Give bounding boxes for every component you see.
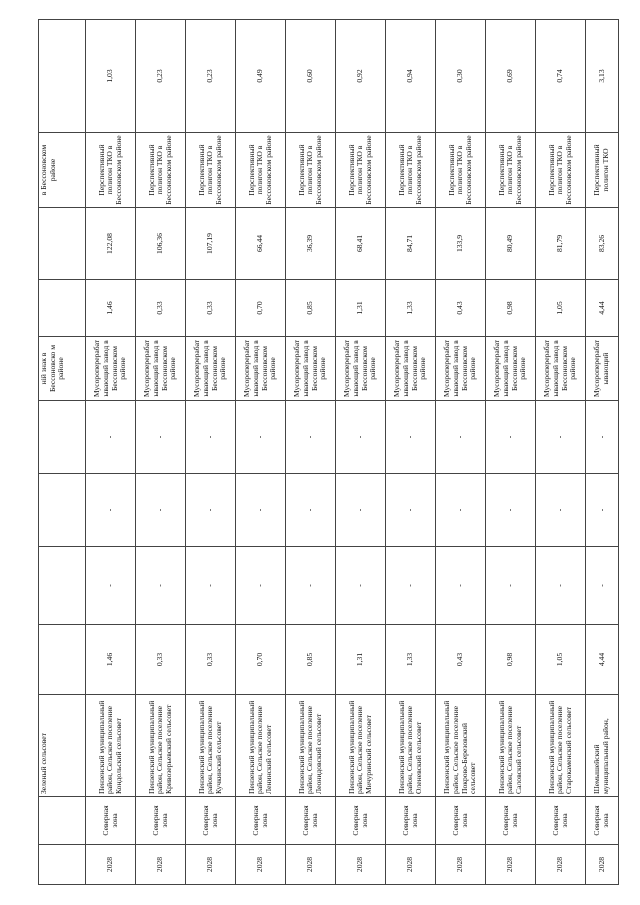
waste-flow-table: [38, 19, 619, 885]
dash-cell: -: [386, 474, 436, 547]
year-cell: 2028: [536, 845, 586, 885]
settlement-cell: Пензенский муниципальный район, Сельское поселение Мичуринский сельсовет: [336, 695, 386, 797]
waste-volume-cell: 0,33: [136, 625, 186, 695]
settlement-cell: Пензенский муниципальный район, Сельское поселение Оленевский сельсовет: [386, 695, 436, 797]
processing-object-cell: Мусороперерабатывающий завод в Бессоновском районе: [436, 337, 486, 401]
table-row: [136, 20, 186, 885]
settlement-cell: Пензенский муниципальный район, Сельское поселение Кучкинский сельсовет: [186, 695, 236, 797]
distance-cell: 107,19: [186, 208, 236, 280]
disposal-volume-cell: 0,69: [486, 20, 536, 133]
zone-cell: Северная зона: [486, 797, 536, 845]
dash-cell: -: [236, 474, 286, 547]
dash-cell: -: [286, 547, 336, 625]
zone-cell: Северная зона: [236, 797, 286, 845]
zone-cell: Северная зона: [336, 797, 386, 845]
disposal-volume-cell: 0,23: [136, 20, 186, 133]
zone-cell: Северная зона: [186, 797, 236, 845]
year-cell: 2028: [86, 845, 136, 885]
distance-cell: 68,41: [336, 208, 386, 280]
settlement-cell: Пензенский муниципальный район, Сельское поселение Кондольский сельсовет: [86, 695, 136, 797]
cell-blank: [39, 547, 86, 625]
year-cell: 2028: [486, 845, 536, 885]
zone-cell: Северная зона: [386, 797, 436, 845]
table-row: [386, 20, 436, 885]
dash-cell: -: [436, 401, 486, 474]
table-row: [586, 20, 619, 885]
dash-cell: -: [486, 474, 536, 547]
dash-cell: -: [536, 401, 586, 474]
waste-volume-cell: 4,44: [586, 625, 619, 695]
year-cell: 2028: [436, 845, 486, 885]
year-cell: 2028: [286, 845, 336, 885]
waste-volume-cell: 1,46: [86, 625, 136, 695]
distance-cell: 122,08: [86, 208, 136, 280]
zone-cell: Северная зона: [436, 797, 486, 845]
table-row: [86, 20, 136, 885]
processing-object-cell: Мусороперерабатывающий завод в Бессоновском районе: [536, 337, 586, 401]
table-row: [236, 20, 286, 885]
settlement-cell: Пензенский муниципальный район, Сельское поселение Старокаменский сельсовет: [536, 695, 586, 797]
polygon-cell: Перспективный полигон ТКО в Бессоновском районе: [386, 133, 436, 208]
distance-cell: 80,49: [486, 208, 536, 280]
cell-blank: [39, 845, 86, 885]
processing-object-cell: Мусороперерабатывающий завод в Бессоновском районе: [236, 337, 286, 401]
processed-volume-cell: 0,98: [486, 280, 536, 337]
polygon-cell: Перспективный полигон ТКО в Бессоновском районе: [86, 133, 136, 208]
table-row: [536, 20, 586, 885]
distance-cell: 66,44: [236, 208, 286, 280]
processed-volume-cell: 1,33: [386, 280, 436, 337]
dash-cell: -: [486, 547, 536, 625]
cell-blank: [39, 280, 86, 337]
dash-cell: -: [186, 401, 236, 474]
waste-volume-cell: 1,31: [336, 625, 386, 695]
waste-volume-cell: 1,33: [386, 625, 436, 695]
year-cell: 2028: [586, 845, 619, 885]
dash-cell: -: [536, 547, 586, 625]
cell-blank: [39, 208, 86, 280]
polygon-cell: Перспективный полигон ТКО в Бессоновском районе: [286, 133, 336, 208]
zone-cell: Северная зона: [586, 797, 619, 845]
dash-cell: -: [336, 401, 386, 474]
dash-cell: -: [86, 547, 136, 625]
polygon-cell: Перспективный полигон ТКО в Бессоновском районе: [436, 133, 486, 208]
polygon-cell: Перспективный полигон ТКО в Бессоновском районе: [336, 133, 386, 208]
processing-object-cell: Мусороперерабатывающий завод в Бессоновском районе: [136, 337, 186, 401]
year-cell: 2028: [236, 845, 286, 885]
disposal-volume-cell: 1,03: [86, 20, 136, 133]
waste-volume-cell: 0,70: [236, 625, 286, 695]
settlement-cell: Пензенский муниципальный район, Сельское поселение Покрово-Березовский сельсовет: [436, 695, 486, 797]
polygon-cell: Перспективный полигон ТКО в Бессоновском районе: [486, 133, 536, 208]
processed-volume-cell: 0,33: [186, 280, 236, 337]
processed-volume-cell: 0,85: [286, 280, 336, 337]
dash-cell: -: [586, 474, 619, 547]
rotated-table-container: [38, 20, 610, 885]
year-cell: 2028: [386, 845, 436, 885]
waste-volume-cell: 0,85: [286, 625, 336, 695]
year-cell: 2028: [136, 845, 186, 885]
dash-cell: -: [236, 547, 286, 625]
dash-cell: -: [136, 547, 186, 625]
zone-cell: Северная зона: [86, 797, 136, 845]
disposal-volume-cell: 0,60: [286, 20, 336, 133]
processing-object-cell: Мусороперерабатывающий: [586, 337, 619, 401]
settlement-cell: Пензенский муниципальный район, Сельское поселение Кривозерьевский сельсовет: [136, 695, 186, 797]
table-row-header-fragment: [39, 20, 86, 885]
dash-cell: -: [336, 547, 386, 625]
dash-cell: -: [536, 474, 586, 547]
disposal-volume-cell: 3,13: [586, 20, 619, 133]
dash-cell: -: [336, 474, 386, 547]
zone-cell: Северная зона: [136, 797, 186, 845]
disposal-volume-cell: 0,49: [236, 20, 286, 133]
cell-blank: [39, 401, 86, 474]
distance-cell: 83,26: [586, 208, 619, 280]
dash-cell: -: [186, 547, 236, 625]
distance-cell: 84,71: [386, 208, 436, 280]
dash-cell: -: [286, 401, 336, 474]
settlement-cell: Шемышейский муниципальный район,: [586, 695, 619, 797]
settlement-cell: Пензенский муниципальный район, Сельское поселение Леонидовский сельсовет: [286, 695, 336, 797]
table-row: [186, 20, 236, 885]
zone-cell: Северная зона: [536, 797, 586, 845]
dash-cell: -: [586, 547, 619, 625]
table-viewport: [38, 20, 610, 885]
cell-blank: [39, 474, 86, 547]
year-cell: 2028: [336, 845, 386, 885]
disposal-volume-cell: 0,30: [436, 20, 486, 133]
dash-cell: -: [136, 401, 186, 474]
polygon-header-fragment: в Бессоновском районе: [39, 133, 86, 208]
dash-cell: -: [436, 547, 486, 625]
waste-volume-cell: 0,43: [436, 625, 486, 695]
processing-object-cell: Мусороперерабатывающий завод в Бессоновском районе: [186, 337, 236, 401]
polygon-cell: Перспективный полигон ТКО в Бессоновском районе: [136, 133, 186, 208]
dash-cell: -: [436, 474, 486, 547]
table-row: [436, 20, 486, 885]
dash-cell: -: [186, 474, 236, 547]
dash-cell: -: [86, 474, 136, 547]
processed-volume-cell: 4,44: [586, 280, 619, 337]
dash-cell: -: [136, 474, 186, 547]
object-header-fragment: ній знак в Бессоновско м районе: [39, 337, 86, 401]
settlement-cell: Пензенский муниципальный район, Сельское поселение Саловский сельсовет: [486, 695, 536, 797]
processing-object-cell: Мусороперерабатывающий завод в Бессоновском районе: [86, 337, 136, 401]
processing-object-cell: Мусороперерабатывающий завод в Бессоновском районе: [336, 337, 386, 401]
distance-cell: 36,39: [286, 208, 336, 280]
disposal-volume-cell: 0,92: [336, 20, 386, 133]
processed-volume-cell: 0,33: [136, 280, 186, 337]
processed-volume-cell: 1,31: [336, 280, 386, 337]
disposal-volume-cell: 0,74: [536, 20, 586, 133]
waste-volume-cell: 0,33: [186, 625, 236, 695]
distance-cell: 81,79: [536, 208, 586, 280]
disposal-volume-cell: 0,94: [386, 20, 436, 133]
dash-cell: -: [386, 401, 436, 474]
distance-cell: 106,36: [136, 208, 186, 280]
table-row: [486, 20, 536, 885]
disposal-volume-cell: 0,23: [186, 20, 236, 133]
dash-cell: -: [586, 401, 619, 474]
dash-cell: -: [86, 401, 136, 474]
dash-cell: -: [286, 474, 336, 547]
table-body: [39, 20, 619, 885]
processed-volume-cell: 1,05: [536, 280, 586, 337]
year-cell: 2028: [186, 845, 236, 885]
table-row: [286, 20, 336, 885]
processing-object-cell: Мусороперерабатывающий завод в Бессоновском районе: [486, 337, 536, 401]
polygon-cell: Перспективный полигон ТКО в Бессоновском районе: [536, 133, 586, 208]
cell-blank: [39, 625, 86, 695]
processing-object-cell: Мусороперерабатывающий завод в Бессоновском районе: [286, 337, 336, 401]
processed-volume-cell: 1,46: [86, 280, 136, 337]
polygon-cell: Перспективный полигон ТКО: [586, 133, 619, 208]
processed-volume-cell: 0,70: [236, 280, 286, 337]
distance-cell: 133,9: [436, 208, 486, 280]
cell-blank: [39, 20, 86, 133]
polygon-cell: Перспективный полигон ТКО в Бессоновском районе: [236, 133, 286, 208]
waste-volume-cell: 1,05: [536, 625, 586, 695]
dash-cell: -: [486, 401, 536, 474]
table-row: [336, 20, 386, 885]
settlement-cell: Пензенский муниципальный район, Сельское поселение Ленинский сельсовет: [236, 695, 286, 797]
dash-cell: -: [236, 401, 286, 474]
waste-volume-cell: 0,98: [486, 625, 536, 695]
zone-cell: Северная зона: [286, 797, 336, 845]
processing-object-cell: Мусороперерабатывающий завод в Бессоновском районе: [386, 337, 436, 401]
dash-cell: -: [386, 547, 436, 625]
settlement-header-fragment: Зеленый сельсовет: [39, 695, 86, 797]
polygon-cell: Перспективный полигон ТКО в Бессоновском районе: [186, 133, 236, 208]
processed-volume-cell: 0,43: [436, 280, 486, 337]
cell-blank: [39, 797, 86, 845]
